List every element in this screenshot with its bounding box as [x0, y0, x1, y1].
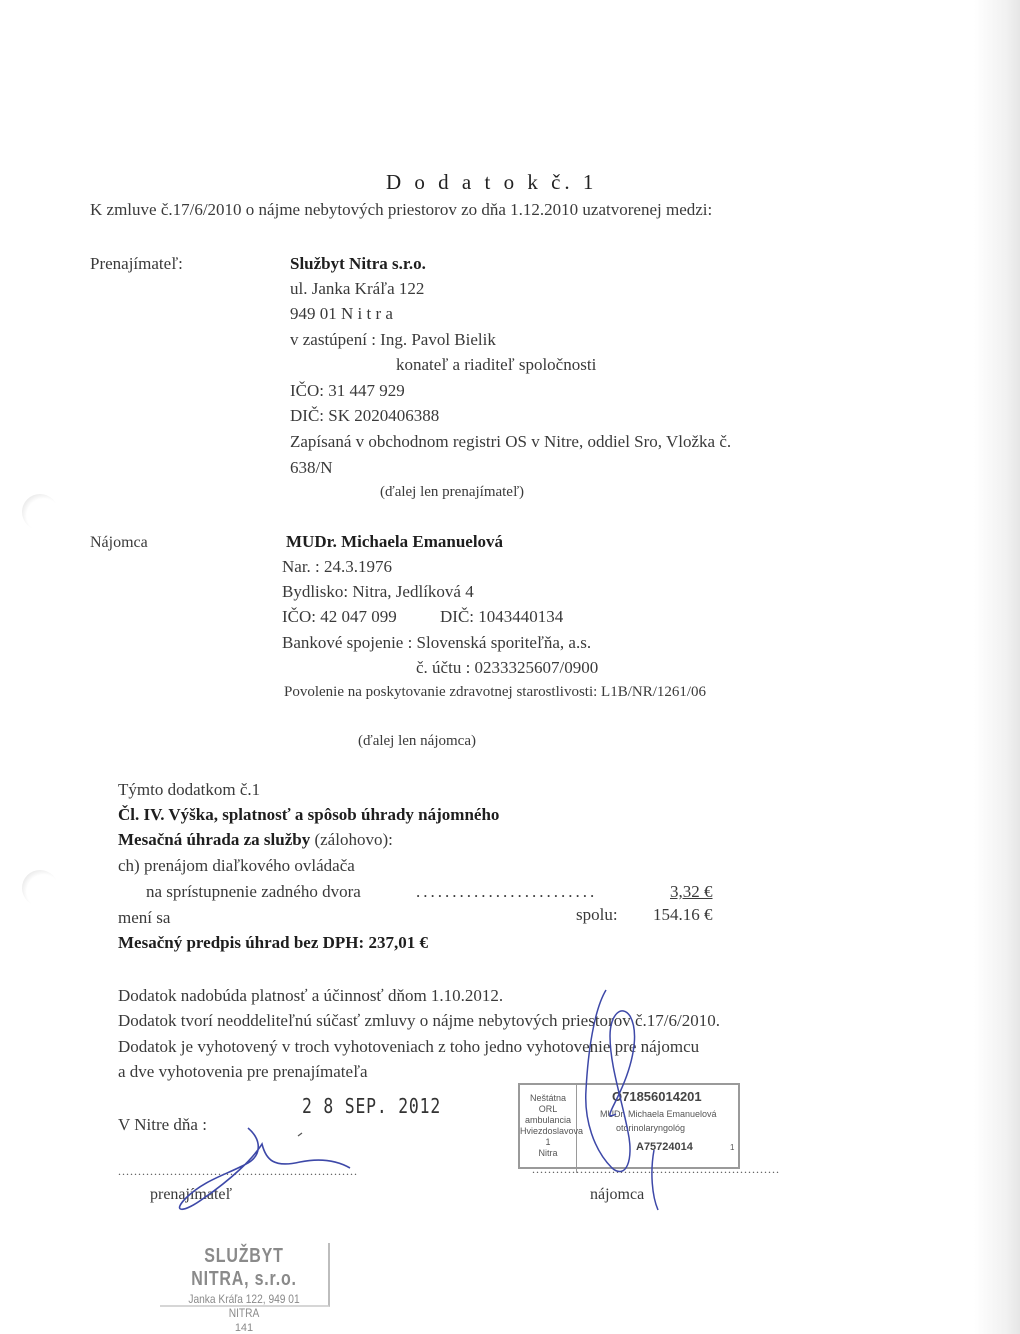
total-amount: 154.16 €: [653, 905, 713, 924]
company-stamp-number: 141: [234, 1322, 254, 1334]
landlord-ico: IČO: 31 447 929: [290, 381, 405, 400]
monthly-payment-note: (zálohovo):: [310, 830, 393, 849]
item-line-2: na sprístupnenie zadného dvora: [146, 882, 361, 901]
tenant-role-label: Nájomca: [90, 534, 148, 551]
landlord-signature-label: prenajímateľ: [150, 1186, 233, 1203]
date-stamp: 2 8 SEP. 2012: [302, 1094, 442, 1118]
landlord-city: 949 01 N i t r a: [290, 304, 393, 323]
landlord-signature: [180, 1128, 350, 1209]
tenant-account: č. účtu : 0233325607/0900: [416, 658, 599, 677]
landlord-role-label: Prenajímateľ:: [90, 254, 183, 273]
monthly-prescription: Mesačný predpis úhrad bez DPH: 237,01 €: [118, 933, 428, 952]
pen-mark: [298, 1133, 302, 1136]
total-label: spolu:: [576, 905, 618, 924]
company-stamp-address: Janka Kráľa 122, 949 01 NITRA: [188, 1292, 300, 1320]
tenant-license: Povolenie na poskytovanie zdravotnej starostlivosti: L1B/NR/1261/06: [284, 684, 707, 700]
landlord-register: Zapísaná v obchodnom registri OS v Nitre, oddiel Sro, Vložka č.: [290, 432, 732, 451]
item-line-1: ch) prenájom diaľkového ovládača: [118, 856, 355, 875]
tenant-bank: Bankové spojenie : Slovenská sporiteľňa, a.s.: [282, 633, 592, 652]
tenant-signature-label: nájomca: [590, 1186, 645, 1203]
amendment-lead: Týmto dodatkom č.1: [118, 780, 261, 799]
closing-paragraph-4: a dve vyhotovenia pre prenajímateľa: [118, 1062, 368, 1081]
closing-paragraph-2: Dodatok tvorí neoddeliteľnú súčasť zmluvy o nájme nebytových priestorov č.17/6/2010.: [118, 1011, 720, 1030]
tenant-stamp-left: Neštátna ORL ambulancia Hviezdoslavova 1 Nitra: [520, 1085, 577, 1173]
item-amount: 3,32 €: [670, 882, 713, 901]
tenant-signature-line: ..............................................................: [532, 1162, 780, 1176]
tenant-stamp-name: MUDr. Michaela Emanuelová: [600, 1109, 717, 1119]
tenant-born: Nar. : 24.3.1976: [282, 557, 393, 576]
landlord-street: ul. Janka Kráľa 122: [290, 279, 425, 298]
intro-line: K zmluve č.17/6/2010 o nájme nebytových priestorov zo dňa 1.12.2010 uzatvorenej medzi:: [90, 200, 713, 219]
changes-label: mení sa: [118, 908, 171, 927]
tenant-alias: (ďalej len nájomca): [358, 733, 476, 749]
closing-paragraph-1: Dodatok nadobúda platnosť a účinnosť dňom 1.10.2012.: [118, 986, 504, 1005]
document-title: D o d a t o k č. 1: [386, 170, 598, 194]
article-heading: Čl. IV. Výška, splatnosť a spôsob úhrady nájomného: [118, 805, 500, 824]
landlord-representative: v zastúpení : Ing. Pavol Bielik: [290, 330, 496, 349]
landlord-register-number: 638/N: [290, 458, 333, 477]
landlord-alias: (ďalej len prenajímateľ): [380, 484, 525, 500]
tenant-dic: DIČ: 1043440134: [440, 607, 564, 626]
tenant-name: MUDr. Michaela Emanuelová: [286, 532, 504, 551]
tenant-stamp-reg: A75724014: [636, 1141, 693, 1153]
tenant-stamp-suffix: 1: [730, 1143, 735, 1152]
tenant-signature: [586, 990, 658, 1210]
landlord-dic: DIČ: SK 2020406388: [290, 406, 440, 425]
tenant-residence: Bydlisko: Nitra, Jedlíková 4: [282, 582, 474, 601]
company-stamp: [160, 1243, 330, 1334]
tenant-stamp-specialty: otorinolaryngológ: [616, 1123, 686, 1133]
tenant-stamp-code: O71856014201: [612, 1089, 702, 1104]
tenant-ico: IČO: 42 047 099: [282, 607, 397, 626]
landlord-name: Službyt Nitra s.r.o.: [290, 254, 426, 273]
place-date-label: V Nitre dňa :: [118, 1115, 207, 1134]
landlord-signature-line: ............................................................: [118, 1164, 358, 1178]
closing-paragraph-3: Dodatok je vyhotovený v troch vyhotoveniach z toho jedno vyhotovenie pre nájomcu: [118, 1037, 700, 1056]
company-stamp-name: SLUŽBYT NITRA, s.r.o.: [191, 1245, 297, 1290]
monthly-payment-bold: Mesačná úhrada za služby: [118, 830, 311, 849]
item-dot-leader: .........................: [416, 882, 598, 901]
landlord-position: konateľ a riaditeľ spoločnosti: [396, 355, 597, 374]
